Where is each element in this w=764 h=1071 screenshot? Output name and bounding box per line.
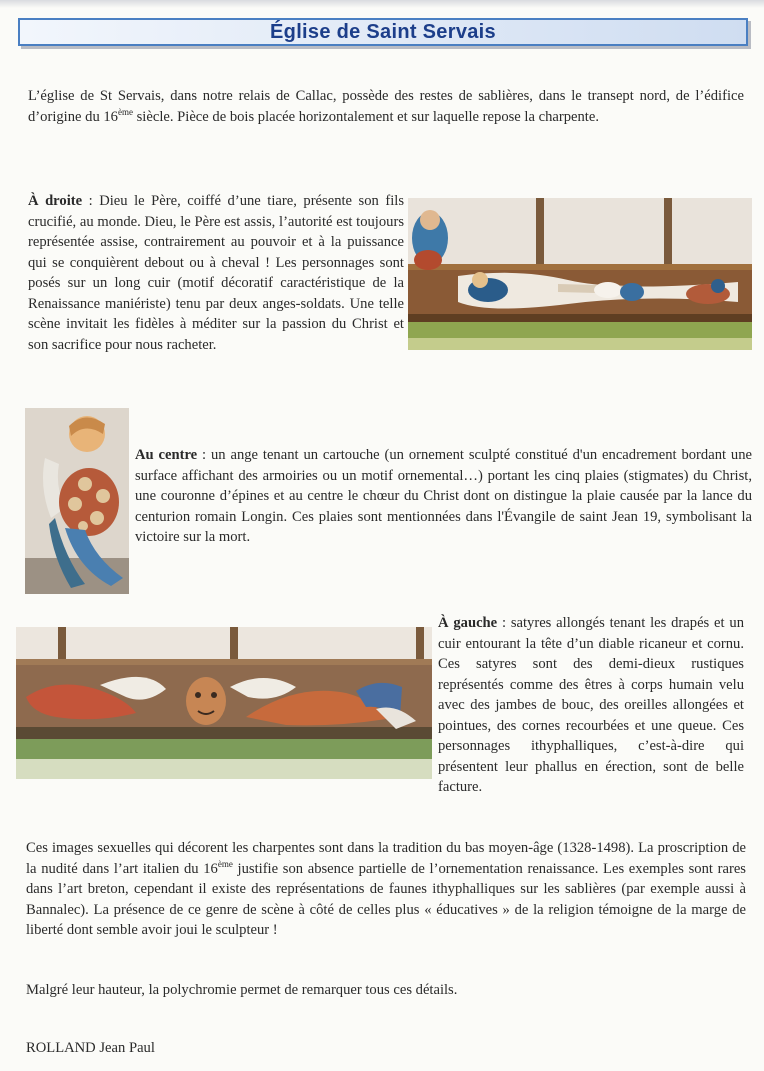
center-section-paragraph — [135, 445, 752, 548]
angel-cartouche-photo — [25, 408, 129, 594]
closing-superscript: ème — [217, 858, 233, 869]
closing-text-part2: justifie son absence partielle de l’ornementation renaissance. Les exemples sont rares dans l’art breton, cependant il existe des représentations de faunes ithyphalliques sur les sablières (par exemple aussi à Bannalec). La présence de ce genre de scène à côté de celles plus « éducatives » de la religion témoigne de la marge de liberté dont semble avoir joui le sculpteur ! — [26, 860, 746, 938]
intro-text-part1: L’église de St Servais, dans notre relais de Callac, possède des restes de sablières, dans le transept nord, de l’édifice d’origine du 16 — [28, 88, 744, 125]
angel-illustration — [25, 408, 129, 594]
satyrs-sabliere-photo — [16, 627, 432, 779]
right-section-label: À droite — [28, 193, 83, 209]
intro-superscript: ème — [117, 106, 133, 117]
sabliere-photo-god-the-father — [408, 198, 752, 350]
intro-text-part2: siècle. Pièce de bois placée horizontalement et sur laquelle repose la charpente. — [132, 108, 599, 125]
final-paragraph: Malgré leur hauteur, la polychromie permet de remarquer tous ces détails. — [26, 982, 458, 998]
closing-text-part1: Ces images sexuelles qui décorent les charpentes sont dans la tradition du bas moyen-âge (1328-1498). La proscription de la nudité dans l’art italien du 16 — [26, 840, 746, 877]
title-banner — [18, 18, 748, 46]
page-title: Église de Saint Servais — [270, 20, 496, 43]
left-section-label: À gauche — [438, 615, 498, 631]
right-section-text: : Dieu le Père, coiffé d’une tiare, présente son fils crucifié, au monde. Dieu, le Père est assis, l’autorité est toujours représentée assise, contrairement au pouvoir et à la puissance qui se conquièrent debout ou à cheval ! Les personnages sont posés sur un long cuir (motif décoratif caractéristique de la Renaissance maniériste) tenu par deux anges-soldats. Une telle scène invitait les fidèles à méditer sur la passion du Christ et son sacrifice pour nous racheter. — [28, 193, 404, 353]
closing-paragraph — [26, 838, 746, 941]
satyrs-illustration — [16, 627, 432, 779]
author-signature: ROLLAND Jean Paul — [26, 1040, 155, 1056]
left-section-paragraph — [438, 613, 744, 798]
left-section-text: : satyres allongés tenant les drapés et un cuir entourant la tête d’un diable ricaneur et cornu. Ces satyres sont des demi-dieux rustiques représentés comme des êtres à corps humain velu avec des jambes de bouc, des oreilles allongées et pointues, des cornes recourbées et une queue. Ces personnages ithyphalliques, c’est-à-dire qui présentent leur phallus en érection, sont de belle facture. — [438, 615, 744, 795]
right-section-paragraph — [28, 191, 404, 355]
center-section-text: : un ange tenant un cartouche (un ornement sculpté constitué d'un encadrement bordant une surface affichant des armoiries ou un motif ornemental…) portant les cinq plaies (stigmates) du Christ, une couronne d’épines et au centre le chœur du Christ dont on distingue la plaie causée par la lance du centurion romain Longin. Ces plaies sont mentionnées dans l'Évangile de saint Jean 19, symbolisant la victoire sur la mort. — [135, 447, 752, 545]
intro-paragraph — [28, 86, 744, 127]
center-section-label: Au centre — [135, 447, 198, 463]
sabliere-illustration-right — [408, 198, 752, 350]
page-edge — [0, 0, 764, 8]
